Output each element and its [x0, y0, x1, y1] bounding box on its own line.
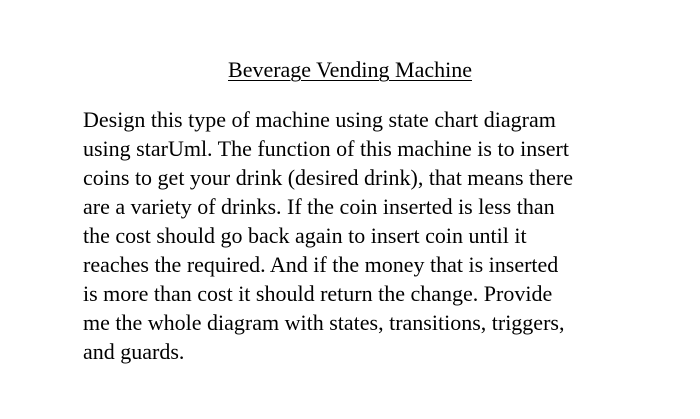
document-paragraph [83, 105, 643, 366]
paragraph-line: the cost should go back again to insert coin until it [83, 223, 527, 248]
paragraph-line: using starUml. The function of this machine is to insert [83, 136, 569, 161]
document-title [0, 57, 700, 83]
paragraph-line: is more than cost it should return the change. Provide [83, 281, 553, 306]
paragraph-line: reaches the required. And if the money that is inserted [83, 252, 559, 277]
paragraph-line: and guards. [83, 339, 185, 364]
paragraph-line: are a variety of drinks. If the coin inserted is less than [83, 194, 555, 219]
document-title-text: Beverage Vending Machine [228, 57, 472, 82]
paragraph-line: coins to get your drink (desired drink), that means there [83, 165, 573, 190]
paragraph-line: me the whole diagram with states, transitions, triggers, [83, 310, 565, 335]
paragraph-line: Design this type of machine using state chart diagram [83, 107, 556, 132]
